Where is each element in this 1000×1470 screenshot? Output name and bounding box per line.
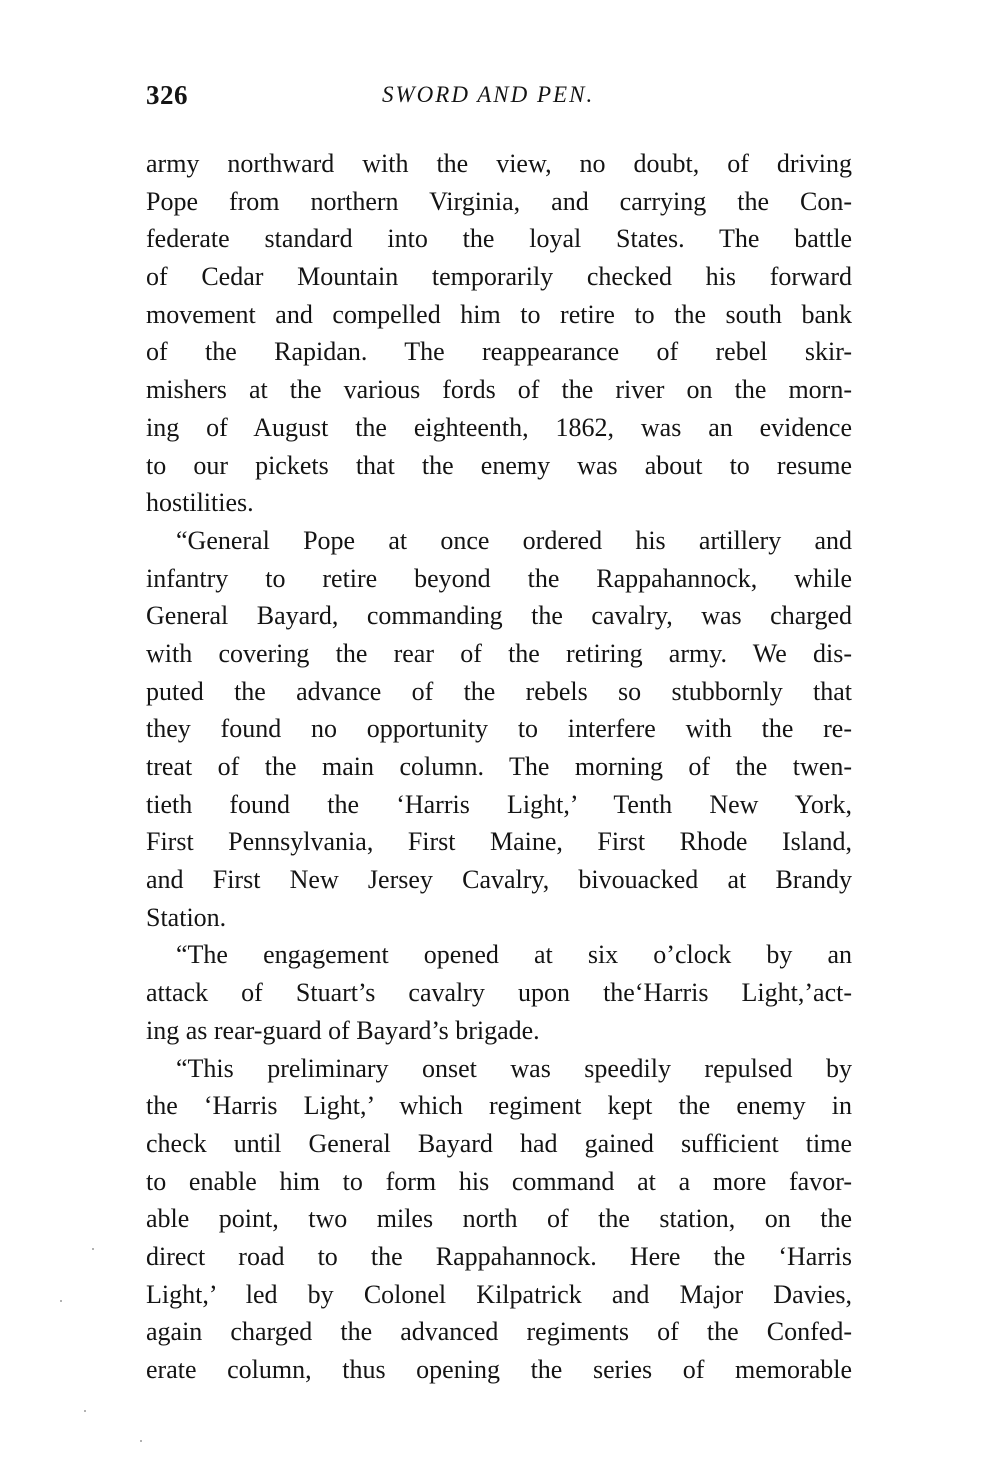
text-line: “This preliminary onset was speedily repulsed by — [176, 1053, 852, 1083]
text-line: the ‘Harris Light,’ which regiment kept the enemy in — [146, 1091, 852, 1121]
page-number: 326 — [146, 80, 188, 110]
text-line: infantry to retire beyond the Rappahannock, while — [146, 563, 852, 593]
paragraph-4 — [146, 1050, 852, 1389]
text-line: check until General Bayard had gained sufficient time — [146, 1128, 852, 1158]
running-title: SWORD AND PEN. — [382, 82, 595, 107]
text-line: General Bayard, commanding the cavalry, was charged — [146, 601, 852, 631]
text-line: Light,’ led by Colonel Kilpatrick and Major Davies, — [146, 1279, 852, 1309]
paragraph-2 — [146, 522, 852, 937]
text-line: movement and compelled him to retire to the south bank — [146, 299, 852, 329]
text-line: again charged the advanced regiments of the Confed- — [146, 1317, 852, 1347]
text-line: direct road to the Rappahannock. Here the ‘Harris — [146, 1241, 852, 1271]
text-line: erate column, thus opening the series of memorable — [146, 1355, 852, 1384]
text-line: mishers at the various fords of the river on the morn- — [146, 375, 852, 405]
text-line: of the Rapidan. The reappearance of rebel skir- — [146, 337, 852, 367]
text-line: with covering the rear of the retiring army. We dis- — [146, 638, 852, 668]
text-line: attack of Stuart’s cavalry upon the‘Harris Light,’act- — [146, 978, 852, 1008]
scan-speck — [60, 1300, 62, 1302]
text-line: “General Pope at once ordered his artillery and — [176, 525, 852, 555]
text-line: “The engagement opened at six o’clock by an — [176, 940, 852, 970]
text-line: federate standard into the loyal States. The battle — [146, 224, 852, 254]
text-line: treat of the main column. The morning of the twen- — [146, 752, 852, 781]
text-line: of Cedar Mountain temporarily checked his forward — [146, 262, 852, 292]
text-line: puted the advance of the rebels so stubbornly that — [146, 676, 852, 706]
text-line: tieth found the ‘Harris Light,’ Tenth New York, — [146, 789, 852, 819]
scan-speck — [92, 1248, 94, 1250]
text-line: able point, two miles north of the station, on the — [146, 1204, 852, 1234]
text-line: Pope from northern Virginia, and carrying the Con- — [146, 186, 852, 216]
body-text — [146, 145, 852, 1389]
text-line: ing of August the eighteenth, 1862, was an evidence — [146, 412, 852, 442]
text-line: to enable him to form his command at a more favor- — [146, 1166, 852, 1196]
text-line: to our pickets that the enemy was about to resume — [146, 450, 852, 480]
text-line: Station. — [146, 902, 227, 932]
scan-speck — [84, 1410, 86, 1412]
text-line: hostilities. — [146, 488, 254, 518]
page-header — [146, 80, 856, 120]
text-line: they found no opportunity to interfere with the re- — [146, 714, 852, 744]
scan-speck — [140, 1440, 142, 1442]
text-line: First Pennsylvania, First Maine, First Rhode Island, — [146, 827, 852, 857]
text-line: army northward with the view, no doubt, of driving — [146, 149, 852, 178]
paragraph-3 — [146, 936, 852, 1049]
paragraph-1 — [146, 145, 852, 522]
text-line: and First New Jersey Cavalry, bivouacked at Brandy — [146, 865, 852, 895]
text-line: ing as rear-guard of Bayard’s brigade. — [146, 1015, 540, 1045]
